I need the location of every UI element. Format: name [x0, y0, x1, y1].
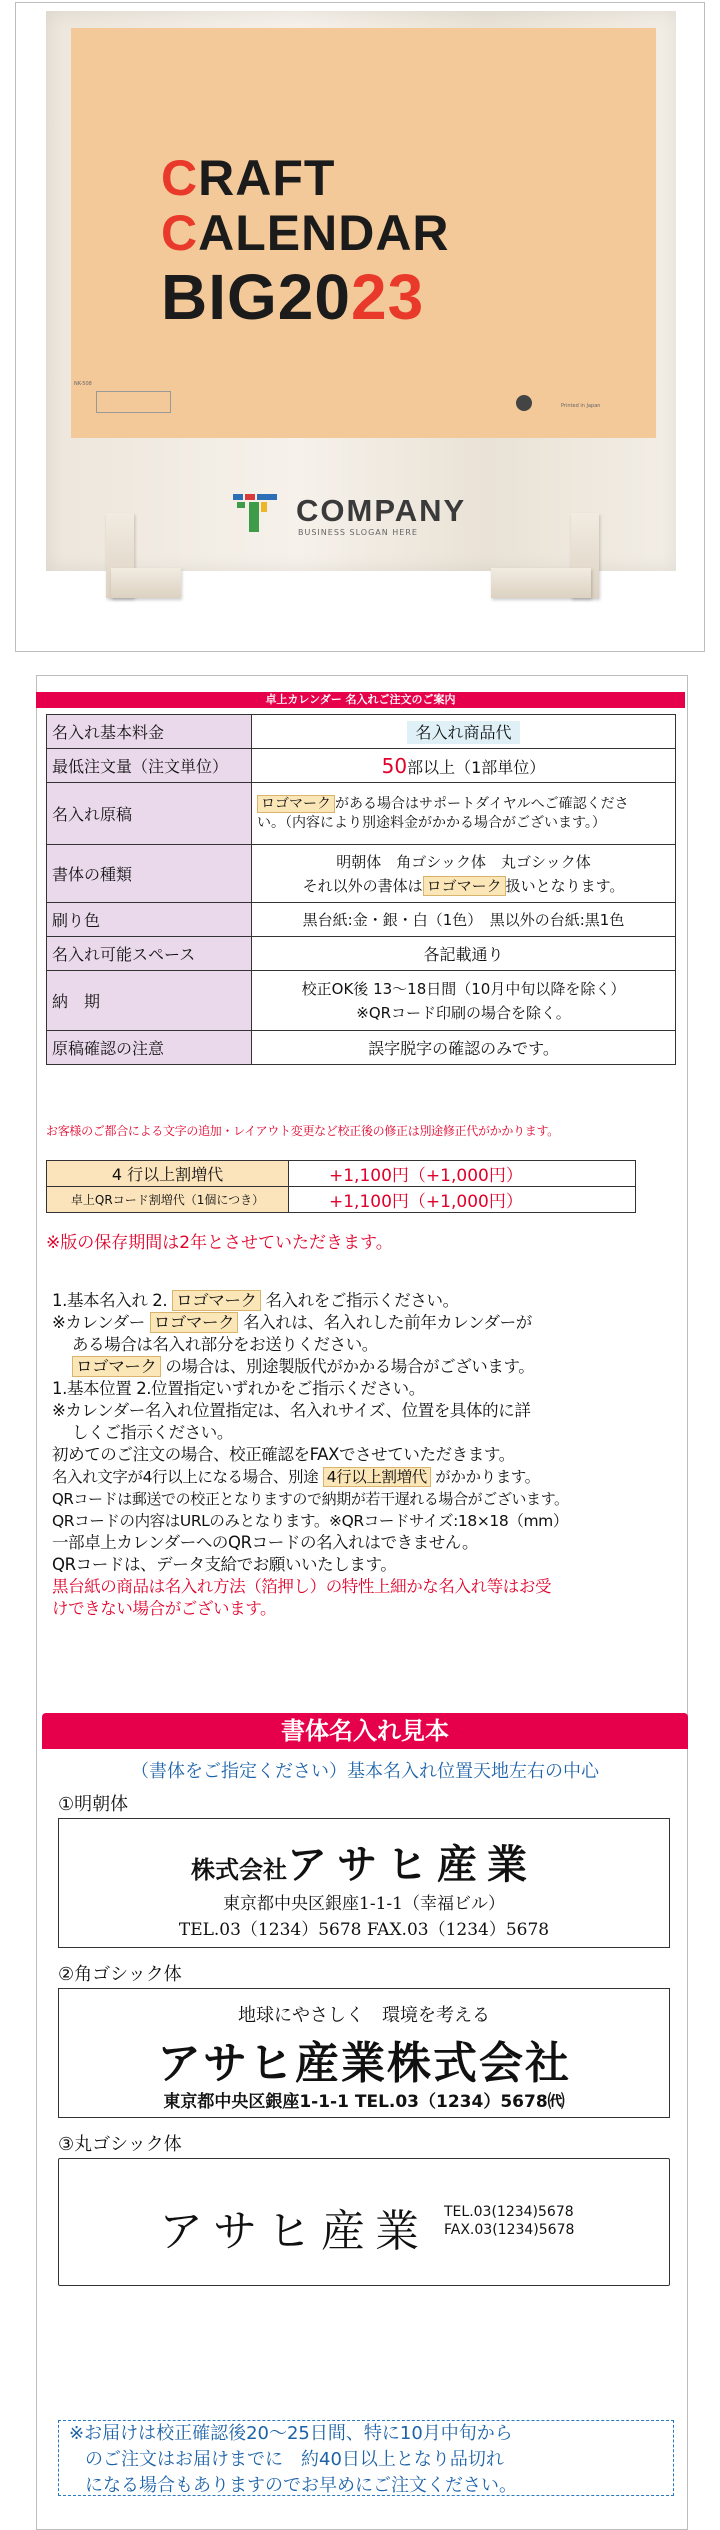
maru-label: ③丸ゴシック体 [58, 2134, 182, 2155]
mincho-company: 株式会社アサヒ産業 [191, 1841, 537, 1888]
value-fonts: 明朝体 角ゴシック体 丸ゴシック体 それ以外の書体は ロゴマーク 扱いとなります。 [252, 845, 676, 903]
stand-foot-left [111, 568, 181, 598]
instruction-line: ※カレンダー名入れ位置指定は、名入れサイズ、位置を具体的に詳 [52, 1401, 531, 1420]
value-min-order: 50部以上（1部単位） [252, 749, 676, 783]
maru-contact: TEL.03(1234)5678 FAX.03(1234)5678 [444, 2204, 575, 2238]
cover-title-calendar: CALENDAR [161, 205, 450, 261]
instruction-line: 1.基本名入れ 2. ロゴマーク 名入れをご指示ください。 [52, 1291, 459, 1310]
delivery-line: になる場合もありますのでお早めにご注文ください。 [85, 2475, 517, 2496]
font-sample-subtitle: （書体をご指定ください）基本名入れ位置天地左右の中心 [131, 1761, 599, 1782]
instructions [52, 1290, 672, 1620]
discount-value: +1,100円（+1,000円） [289, 1187, 636, 1213]
row-space [47, 937, 676, 971]
discount-label: 卓上QRコード割増代（1個につき） [47, 1187, 289, 1213]
delivery-line: ※お届けは校正確認後20～25日間、特に10月中旬から [69, 2423, 513, 2444]
maker-logo-icon [516, 395, 532, 411]
instruction-line: QRコードの内容はURLのみとなります。※QRコードサイズ:18×18（mm） [52, 1512, 568, 1530]
mincho-tel: TEL.03（1234）5678 FAX.03（1234）5678 [178, 1920, 550, 1940]
row-delivery [47, 971, 676, 1031]
instruction-line: ※カレンダー ロゴマーク 名入れは、名入れした前年カレンダーが [52, 1313, 532, 1332]
cover-title-craft: CRAFT [161, 150, 336, 206]
row-fonts [47, 845, 676, 903]
value-space: 各記載通り [252, 937, 676, 971]
label-min-order: 最低注文量（注文単位） [47, 749, 252, 783]
discount-row [47, 1161, 636, 1187]
kaku-sample-box [58, 1988, 670, 2118]
row-print-color [47, 903, 676, 937]
instruction-line: しくご指示ください。 [72, 1423, 234, 1442]
instruction-line: ロゴマーク の場合は、別途製版代がかかる場合がございます。 [52, 1356, 672, 1378]
company-name: COMPANY [296, 493, 467, 528]
instruction-line: ある場合は名入れ部分をお送りください。 [72, 1335, 378, 1354]
discount-value: +1,100円（+1,000円） [289, 1161, 636, 1187]
label-space: 名入れ可能スペース [47, 937, 252, 971]
row-min-order [47, 749, 676, 783]
font-sample-banner: 書体名入れ見本 [42, 1713, 688, 1749]
discount-row [47, 1187, 636, 1213]
instruction-line: 1.基本位置 2.位置指定いずれかをご指示ください。 [52, 1379, 425, 1398]
instruction-line: けできない場合がございます。 [52, 1599, 277, 1618]
product-code: NK-508 [74, 381, 92, 387]
maru-sample-box [58, 2158, 670, 2286]
retention-note: ※版の保存期間は2年とさせていただきます。 [46, 1233, 393, 1253]
value-proof: 誤字脱字の確認のみです。 [252, 1031, 676, 1065]
company-logo-icon [231, 488, 281, 538]
label-print-color: 刷り色 [47, 903, 252, 937]
label-delivery: 納 期 [47, 971, 252, 1031]
label-fonts: 書体の種類 [47, 845, 252, 903]
value-print-color: 黒台紙:金・銀・白（1色） 黒以外の台紙:黒1色 [252, 903, 676, 937]
row-source [47, 783, 676, 845]
value-delivery: 校正OK後 13～18日間（10月中旬以降を除く） ※QRコード印刷の場合を除く。 [252, 971, 676, 1031]
delivery-line: のご注文はお届けまでに 約40日以上となり品切れ [85, 2449, 504, 2470]
kaku-address: 東京都中央区銀座1-1-1 TEL.03（1234）5678㈹ [163, 2092, 565, 2112]
instruction-line: 初めてのご注文の場合、校正確認をFAXでさせていただきます。 [52, 1445, 515, 1464]
company-slogan: BUSINESS SLOGAN HERE [298, 528, 418, 537]
label-source: 名入れ原稿 [47, 783, 252, 845]
label-proof: 原稿確認の注意 [47, 1031, 252, 1065]
fine-print-box [96, 391, 171, 413]
instruction-line: 黒台紙の商品は名入れ方法（箔押し）の特性上細かな名入れ等はお受 [52, 1577, 552, 1596]
row-proof [47, 1031, 676, 1065]
product-photo [15, 2, 705, 652]
label-base-fee: 名入れ基本料金 [47, 715, 252, 749]
value-source: ロゴマーク がある場合はサポートダイヤルへご確認くださ い。（内容により別途料金がかかる場合がございます。） [252, 783, 676, 845]
kaku-company: アサヒ産業株式会社 [157, 2038, 571, 2089]
instruction-line: 名入れ文字が4行以上になる場合、別途 4行以上割増代 がかかります。 [52, 1468, 540, 1486]
mincho-address: 東京都中央区銀座1-1-1（幸福ビル） [223, 1894, 505, 1914]
cover-title-big2023: BIG2023 [161, 261, 425, 333]
row-base-fee [47, 715, 676, 749]
mincho-sample-box [58, 1818, 670, 1948]
delivery-notice [58, 2420, 674, 2496]
discount-table [46, 1160, 636, 1213]
instruction-line: QRコードは郵送での校正となりますので納期が若干遅れる場合がございます。 [52, 1490, 569, 1508]
kaku-label: ②角ゴシック体 [58, 1964, 182, 1985]
order-table [46, 714, 676, 1065]
printed-in-japan: Printed in Japan [561, 403, 601, 409]
order-note: お客様のご都合による文字の追加・レイアウト変更など校正後の修正は別途修正代がかかります。 [46, 1124, 559, 1138]
instruction-line: 一部卓上カレンダーへのQRコードの名入れはできません。 [52, 1533, 479, 1552]
instruction-line: QRコードは、データ支給でお願いいたします。 [52, 1555, 397, 1574]
discount-label: 4 行以上割増代 [47, 1161, 289, 1187]
mincho-label: ①明朝体 [58, 1794, 129, 1815]
order-title: 卓上カレンダー 名入れご注文のご案内 [36, 692, 685, 708]
maru-company: アサヒ産業 [159, 2206, 429, 2257]
stand-foot-right [491, 568, 591, 598]
value-base-fee: 名入れ商品代 [252, 715, 676, 749]
kaku-slogan: 地球にやさしく 環境を考える [238, 2005, 490, 2026]
